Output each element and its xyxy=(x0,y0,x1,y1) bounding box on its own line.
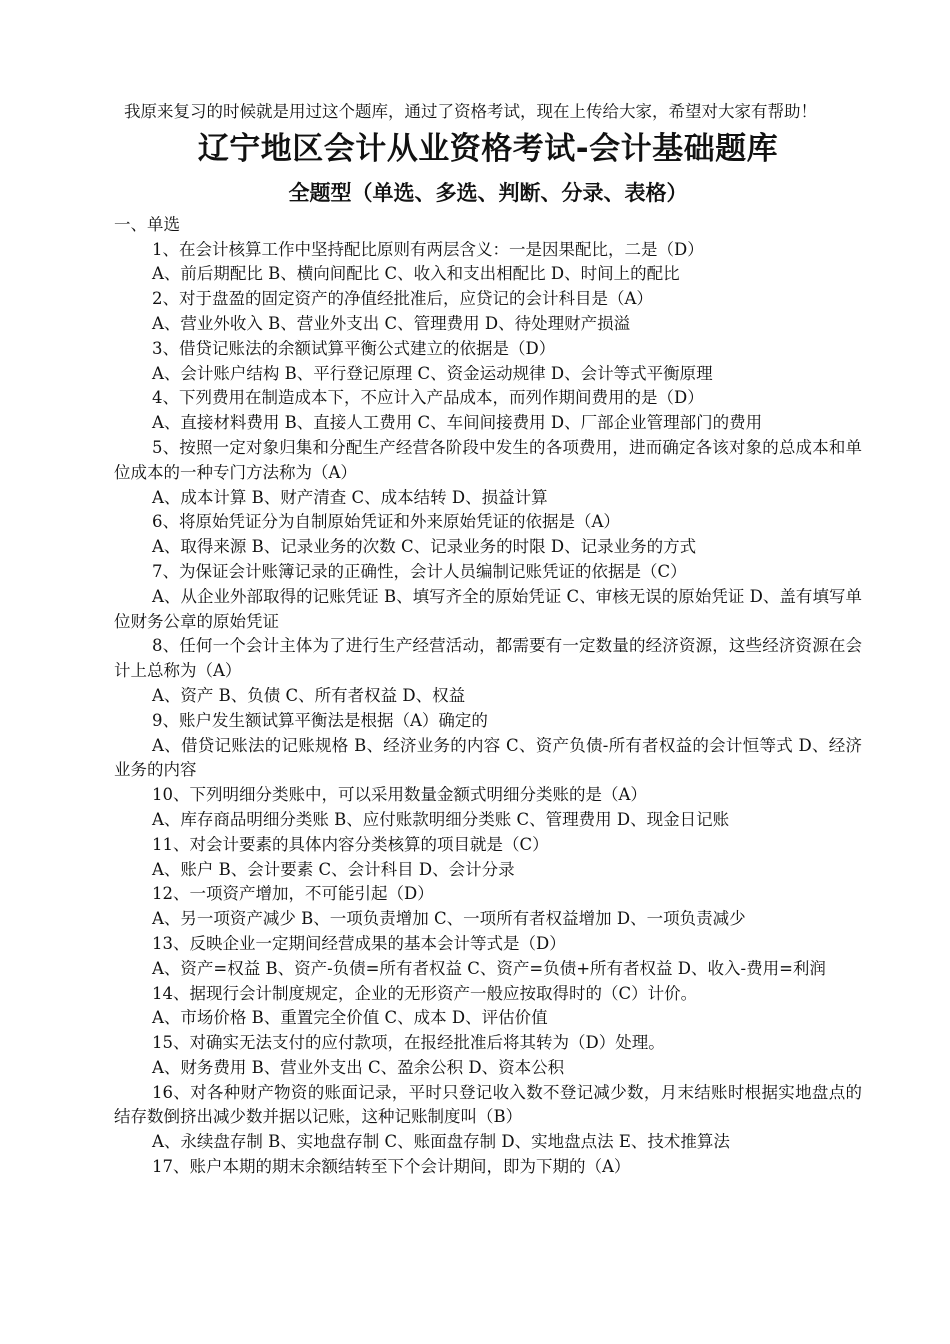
question-5: 5、按照一定对象归集和分配生产经营各阶段中发生的各项费用，进而确定各该对象的总成本和单位成本的一种专门方法称为（A） xyxy=(114,437,862,482)
options-3: A、会计账户结构 B、平行登记原理 C、资金运动规律 D、会计等式平衡原理 xyxy=(152,363,713,383)
intro-note: 我原来复习的时候就是用过这个题库，通过了资格考试，现在上传给大家，希望对大家有帮助！ xyxy=(124,102,817,121)
question-12: 12、一项资产增加，不可能引起（D） xyxy=(152,884,434,904)
document-title: 辽宁地区会计从业资格考试-会计基础题库 xyxy=(197,130,779,167)
question-8: 8、任何一个会计主体为了进行生产经营活动，都需要有一定数量的经济资源，这些经济资源在会计上总称为（A） xyxy=(114,636,862,681)
question-14: 14、据现行会计制度规定，企业的无形资产一般应按取得时的（C）计价。 xyxy=(152,983,698,1003)
question-15: 15、对确实无法支付的应付款项，在报经批准后将其转为（D）处理。 xyxy=(152,1033,665,1053)
question-6: 6、将原始凭证分为自制原始凭证和外来原始凭证的依据是（A） xyxy=(152,512,620,532)
question-11: 11、对会计要素的具体内容分类核算的项目就是（C） xyxy=(152,834,549,854)
options-2: A、营业外收入 B、营业外支出 C、管理费用 D、待处理财产损溢 xyxy=(152,313,631,333)
question-9: 9、账户发生额试算平衡法是根据（A）确定的 xyxy=(152,710,488,730)
options-6: A、取得来源 B、记录业务的次数 C、记录业务的时限 D、记录业务的方式 xyxy=(152,537,697,557)
question-2: 2、对于盘盈的固定资产的净值经批准后，应贷记的会计科目是（A） xyxy=(152,289,653,309)
options-16: A、永续盘存制 B、实地盘存制 C、账面盘存制 D、实地盘点法 E、技术推算法 xyxy=(152,1132,730,1152)
options-9: A、借贷记账法的记账规格 B、经济业务的内容 C、资产负债-所有者权益的会计恒等式 D、经济业务的内容 xyxy=(114,735,862,780)
options-4: A、直接材料费用 B、直接人工费用 C、车间间接费用 D、厂部企业管理部门的费用 xyxy=(152,413,763,433)
options-5: A、成本计算 B、财产清查 C、成本结转 D、损益计算 xyxy=(152,487,548,507)
options-12: A、另一项资产减少 B、一项负责增加 C、一项所有者权益增加 D、一项负责减少 xyxy=(152,909,746,929)
options-1: A、前后期配比 B、横向间配比 C、收入和支出相配比 D、时间上的配比 xyxy=(152,264,680,284)
question-7: 7、为保证会计账簿记录的正确性，会计人员编制记账凭证的依据是（C） xyxy=(152,561,687,581)
question-1: 1、在会计核算工作中坚持配比原则有两层含义：一是因果配比，二是（D） xyxy=(152,239,704,259)
document-page xyxy=(114,100,862,1180)
options-14: A、市场价格 B、重置完全价值 C、成本 D、评估价值 xyxy=(152,1008,548,1028)
question-list xyxy=(114,238,862,1180)
question-13: 13、反映企业一定期间经营成果的基本会计等式是（D） xyxy=(152,933,566,953)
question-3: 3、借贷记账法的余额试算平衡公式建立的依据是（D） xyxy=(152,338,556,358)
section-heading: 一、单选 xyxy=(114,214,180,234)
question-16: 16、对各种财产物资的账面记录，平时只登记收入数不登记减少数，月末结账时根据实地盘点的结存数倒挤出减少数并据以记账，这种记账制度叫（B） xyxy=(114,1082,862,1127)
options-10: A、库存商品明细分类账 B、应付账款明细分类账 C、管理费用 D、现金日记账 xyxy=(152,809,730,829)
document-subtitle: 全题型（单选、多选、判断、分录、表格） xyxy=(288,180,688,205)
options-11: A、账户 B、会计要素 C、会计科目 D、会计分录 xyxy=(152,859,515,879)
options-13: A、资产=权益 B、资产-负债=所有者权益 C、资产=负债+所有者权益 D、收入-费用=利润 xyxy=(152,958,826,978)
question-17: 17、账户本期的期末余额结转至下个会计期间，即为下期的（A） xyxy=(152,1157,631,1177)
options-15: A、财务费用 B、营业外支出 C、盈余公积 D、资本公积 xyxy=(152,1057,565,1077)
options-8: A、资产 B、负债 C、所有者权益 D、权益 xyxy=(152,685,466,705)
question-10: 10、下列明细分类账中，可以采用数量金额式明细分类账的是（A） xyxy=(152,785,647,805)
question-4: 4、下列费用在制造成本下，不应计入产品成本，而列作期间费用的是（D） xyxy=(152,388,704,408)
options-7: A、从企业外部取得的记账凭证 B、填写齐全的原始凭证 C、审核无误的原始凭证 D、盖有填写单位财务公章的原始凭证 xyxy=(114,586,862,631)
